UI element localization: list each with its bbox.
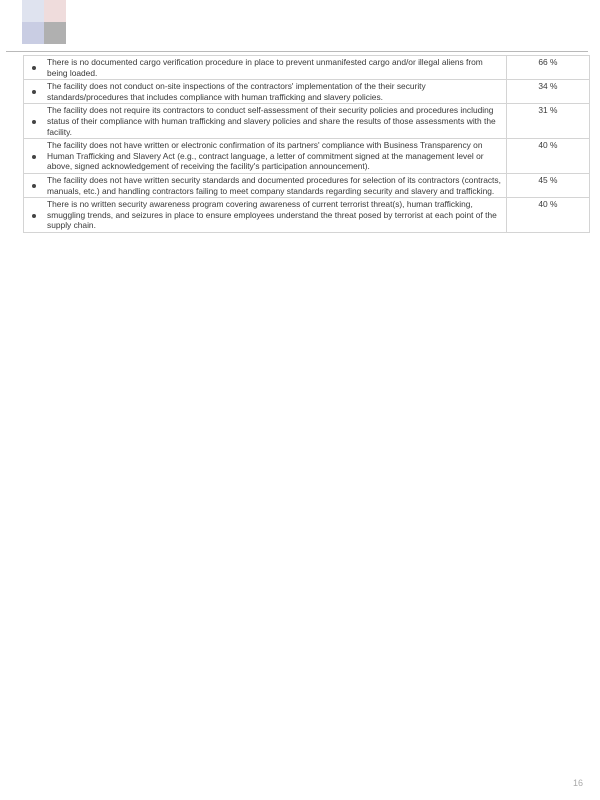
finding-text: The facility does not have written security standards and documented procedures for selection of its contractors (contracts, manuals, etc.) and handling contractors failing to meet company standards regarding security and slavery and trafficking. <box>44 173 506 197</box>
logo-square <box>44 22 66 44</box>
finding-percent: 31 % <box>506 104 589 139</box>
table-row <box>24 80 590 104</box>
bullet-icon <box>24 56 45 80</box>
finding-percent: 66 % <box>506 56 589 80</box>
table-row <box>24 198 590 233</box>
bullet-icon <box>24 104 45 139</box>
finding-text: There is no written security awareness program covering awareness of current terrorist threat(s), human trafficking, smuggling trends, and seizures in place to ensure employees understand the threat posed by terrorist at each point of the supply chain. <box>44 198 506 233</box>
logo-square <box>22 22 44 44</box>
finding-text: The facility does not require its contractors to conduct self-assessment of their security policies and procedures including status of their compliance with human trafficking and slavery policies and share the results of those assessments with the facility. <box>44 104 506 139</box>
table-row <box>24 56 590 80</box>
page-number: 16 <box>572 778 583 788</box>
finding-percent: 34 % <box>506 80 589 104</box>
finding-percent: 45 % <box>506 173 589 197</box>
bullet-icon <box>24 139 45 174</box>
findings-table <box>23 55 590 233</box>
logo-square <box>22 0 44 22</box>
table-row <box>24 104 590 139</box>
finding-percent: 40 % <box>506 198 589 233</box>
bullet-icon <box>24 80 45 104</box>
table-row <box>24 173 590 197</box>
bullet-icon <box>24 198 45 233</box>
logo-square <box>44 0 66 22</box>
bullet-icon <box>24 173 45 197</box>
finding-text: The facility does not have written or electronic confirmation of its partners' compliance with Business Transparency on Human Trafficking and Slavery Act (e.g., contract language, a letter of commitment signed at the management level or above, signed acknowledgement of receiving the facility's participation announcement). <box>44 139 506 174</box>
finding-text: The facility does not conduct on-site inspections of the contractors' implementation of the their security standards/procedures that includes compliance with human trafficking and slavery policies. <box>44 80 506 104</box>
table-row <box>24 139 590 174</box>
finding-percent: 40 % <box>506 139 589 174</box>
company-logo <box>22 0 66 44</box>
finding-text: There is no documented cargo verification procedure in place to prevent unmanifested cargo and/or illegal aliens from being loaded. <box>44 56 506 80</box>
header-divider <box>6 51 588 52</box>
